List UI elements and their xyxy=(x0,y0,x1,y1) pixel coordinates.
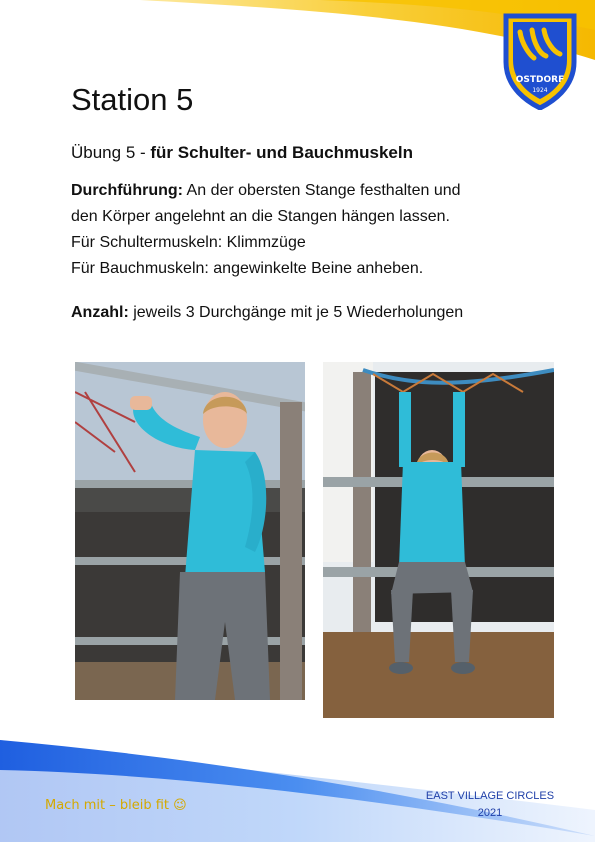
slogan xyxy=(45,798,187,813)
repetitions-line xyxy=(71,301,463,325)
instructions-line-1: An der obersten Stange festhalten und xyxy=(182,182,461,199)
wink-emoji-icon: 😉 xyxy=(173,798,187,813)
organization-credit xyxy=(400,788,580,822)
subtitle-bold: für Schulter- und Bauchmuskeln xyxy=(150,143,413,162)
logo-year: 1924 xyxy=(532,87,548,94)
instructions-block xyxy=(71,178,541,282)
page-title: Station 5 xyxy=(71,82,194,117)
instructions-label: Durchführung: xyxy=(71,182,183,199)
logo-text: OSTDORF xyxy=(515,75,565,85)
instructions-line-4: Für Bauchmuskeln: angewinkelte Beine anheben. xyxy=(71,260,424,277)
photo-leg-raise xyxy=(323,362,554,718)
slogan-text: Mach mit – bleib fit xyxy=(45,798,169,813)
count-label: Anzahl: xyxy=(71,304,129,321)
club-logo xyxy=(500,10,580,110)
org-year: 2021 xyxy=(477,807,503,819)
instructions-line-2: den Körper angelehnt an die Stangen hängen lassen. xyxy=(71,208,450,225)
subtitle-prefix: Übung 5 - xyxy=(71,143,151,162)
photo-pull-up xyxy=(75,362,305,700)
count-text: jeweils 3 Durchgänge mit je 5 Wiederholungen xyxy=(128,304,464,321)
instructions-line-3: Für Schultermuskeln: Klimmzüge xyxy=(71,234,306,251)
exercise-subtitle xyxy=(71,141,413,165)
org-name: EAST VILLAGE CIRCLES xyxy=(425,790,555,802)
